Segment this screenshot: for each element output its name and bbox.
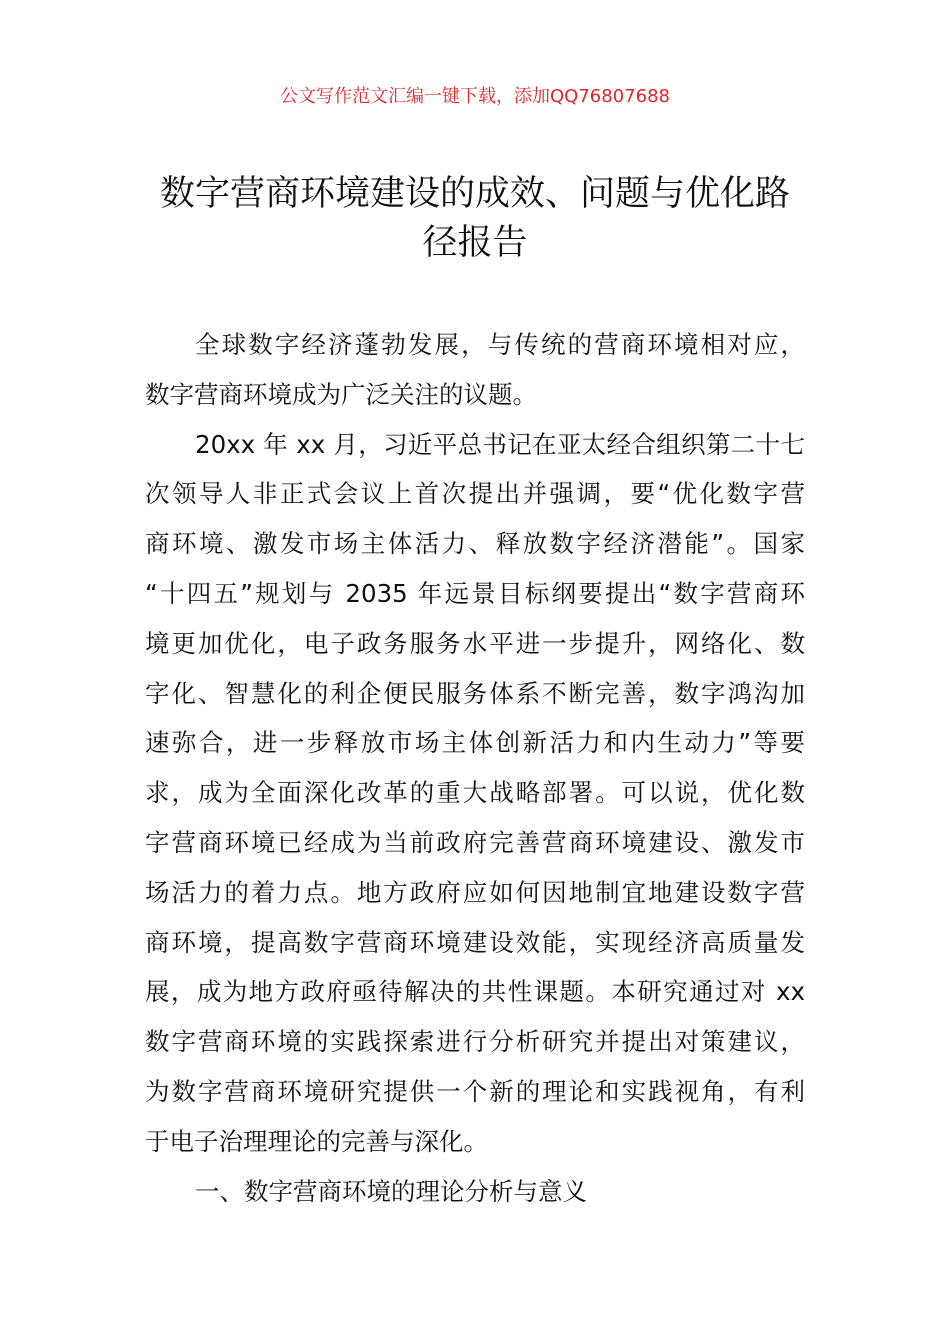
text-line: 商环境、激发市场主体活力、释放数字经济潜能”。国家 — [145, 529, 805, 559]
text-line: 字营商环境已经成为当前政府完善营商环境建设、激发市 — [145, 827, 805, 857]
title-line: 数字营商环境建设的成效、问题与优化路 — [159, 174, 790, 214]
text-line: 20xx 年 xx 月，习近平总书记在亚太经合组织第二十七 — [195, 429, 805, 459]
text-line: 次领导人非正式会议上首次提出并强调，要“优化数字营 — [145, 479, 805, 509]
text-line: 字化、智慧化的利企便民服务体系不断完善，数字鸿沟加 — [145, 678, 805, 708]
section-heading: 一、数字营商环境的理论分析与意义 — [195, 1176, 587, 1206]
title-line: 径报告 — [422, 223, 528, 263]
text-line: 境更加优化，电子政务服务水平进一步提升，网络化、数 — [145, 628, 805, 658]
document-body — [145, 320, 805, 1216]
watermark-header: 公文写作范文汇编一键下载，添加QQ76807688 — [280, 86, 670, 107]
text-line: 速弥合，进一步释放市场主体创新活力和内生动力”等要 — [145, 728, 805, 758]
text-line: “十四五”规划与 2035 年远景目标纲要提出“数字营商环 — [145, 578, 805, 608]
text-line: 场活力的着力点。地方政府应如何因地制宜地建设数字营 — [145, 877, 805, 907]
text-line: 全球数字经济蓬勃发展，与传统的营商环境相对应， — [195, 330, 805, 359]
text-line: 展，成为地方政府亟待解决的共性课题。本研究通过对 xx — [145, 977, 805, 1007]
document-title — [140, 170, 810, 268]
text-line: 商环境，提高数字营商环境建设效能，实现经济高质量发 — [145, 927, 805, 957]
text-line: 求，成为全面深化改革的重大战略部署。可以说，优化数 — [145, 778, 805, 808]
text-line: 于电子治理理论的完善与深化。 — [145, 1126, 488, 1156]
paragraph-background — [145, 420, 805, 1167]
paragraph-intro — [145, 320, 805, 420]
text-line: 为数字营商环境研究提供一个新的理论和实践视角，有利 — [145, 1076, 805, 1106]
text-line: 数字营商环境成为广泛关注的议题。 — [145, 379, 537, 409]
text-line: 数字营商环境的实践探索进行分析研究并提出对策建议， — [145, 1027, 805, 1057]
